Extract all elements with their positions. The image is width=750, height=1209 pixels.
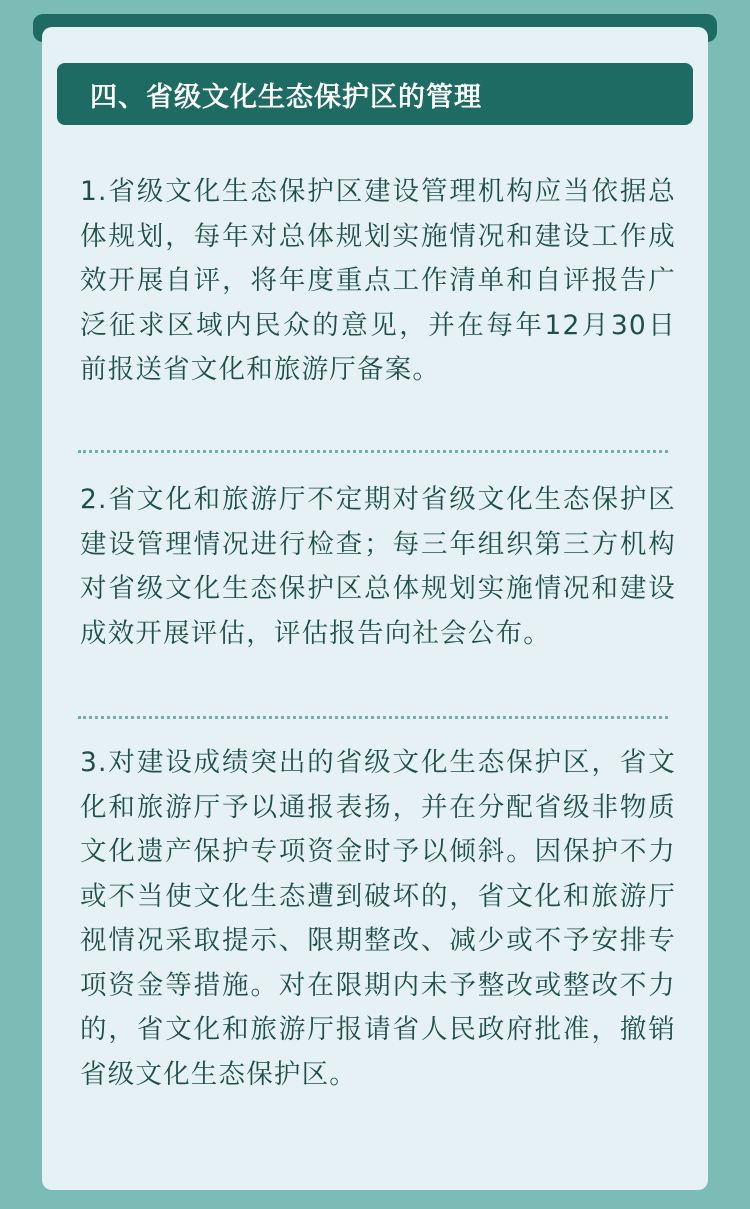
paragraph-item-2: 2.省文化和旅游厅不定期对省级文化生态保护区建设管理情况进行检查；每三年组织第三方机构对省级文化生态保护区总体规划实施情况和建设成效开展评估，评估报告向社会公布。 (80, 484, 676, 649)
dotted-divider (78, 450, 668, 453)
dotted-divider (78, 716, 668, 719)
paragraph-item-3: 3.对建设成绩突出的省级文化生态保护区，省文化和旅游厅予以通报表扬，并在分配省级非物质文化遗产保护专项资金时予以倾斜。因保护不力或不当使文化生态遭到破坏的，省文化和旅游厅视情况采取提示、限期整改、减少或不予安排专项资金等措施。对在限期内未予整改或整改不力的，省文化和旅游厅报请省人民政府批准，撤销省级文化生态保护区。 (80, 747, 676, 1090)
section-title: 四、省级文化生态保护区的管理 (90, 81, 482, 113)
section-heading (57, 63, 693, 125)
paragraph-item-1: 1.省级文化生态保护区建设管理机构应当依据总体规划，每年对总体规划实施情况和建设工作成效开展自评，将年度重点工作清单和自评报告广泛征求区域内民众的意见，并在每年12月30日前报送省文化和旅游厅备案。 (80, 176, 676, 385)
